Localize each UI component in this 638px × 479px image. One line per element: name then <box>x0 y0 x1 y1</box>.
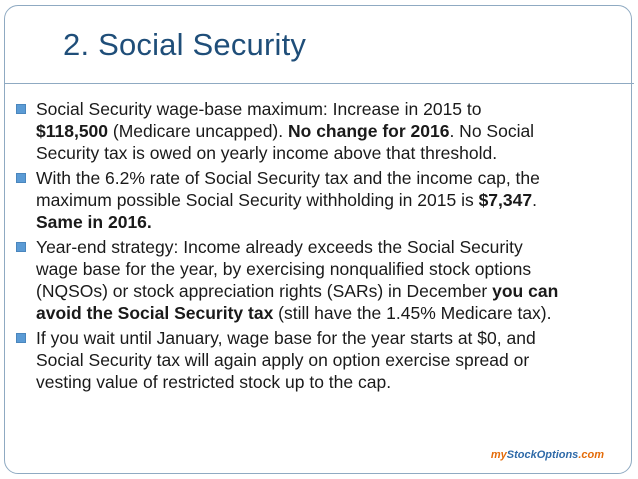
bullet-text: Social Security tax will again apply on option exercise spread or <box>36 350 530 370</box>
bullet-text: . <box>532 190 537 210</box>
bullet-text-bold: you can <box>492 281 559 301</box>
bullet-square-icon <box>16 333 26 343</box>
title-divider <box>4 83 634 84</box>
bullet-line <box>36 371 623 393</box>
bullet-line <box>36 258 623 280</box>
bullet-line <box>36 236 623 258</box>
bullet-line <box>36 167 623 189</box>
bullet-line <box>36 302 623 324</box>
bullet-line <box>36 327 623 349</box>
bullet-text-bold: $118,500 <box>36 121 109 141</box>
bullet-text: Security tax is owed on yearly income above that threshold. <box>36 143 498 163</box>
bullet-square-icon <box>16 173 26 183</box>
bullet-item <box>13 327 623 393</box>
bullet-line <box>36 280 623 302</box>
bullet-text-bold: No change for 2016 <box>288 121 450 141</box>
bullet-item <box>13 167 623 233</box>
bullet-text: Social Security wage-base maximum: Increase in 2015 to <box>36 99 482 119</box>
mystockoptions-logo <box>491 449 604 461</box>
bullet-text-bold: Same in 2016. <box>36 212 152 232</box>
bullet-text: wage base for the year, by exercising nonqualified stock options <box>36 259 532 279</box>
bullet-text: Year-end strategy: Income already exceeds the Social Security <box>36 237 523 257</box>
bullet-text: If you wait until January, wage base for the year starts at $0, and <box>36 328 536 348</box>
bullet-line <box>36 211 623 233</box>
bullet-item <box>13 236 623 324</box>
bullet-line <box>36 142 623 164</box>
logo-my: my <box>490 449 507 461</box>
bullet-item <box>13 98 623 164</box>
bullet-text: vesting value of restricted stock up to the cap. <box>36 372 392 392</box>
bullet-text-bold: avoid the Social Security tax <box>36 303 274 323</box>
bullet-text: (still have the 1.45% Medicare tax). <box>273 303 552 323</box>
bullet-line <box>36 189 623 211</box>
bullet-text: maximum possible Social Security withholding in 2015 is <box>36 190 479 210</box>
bullet-text-bold: $7,347 <box>478 190 533 210</box>
bullet-text: (NQSOs) or stock appreciation rights (SARs) in December <box>36 281 493 301</box>
bullet-line <box>36 349 623 371</box>
bullet-text: . No Social <box>449 121 535 141</box>
bullet-line <box>36 120 623 142</box>
bullet-line <box>36 98 623 120</box>
bullet-text: With the 6.2% rate of Social Security tax and the income cap, the <box>36 168 540 188</box>
slide-title: 2. Social Security <box>63 27 307 62</box>
bullet-square-icon <box>16 242 26 252</box>
bullet-list <box>13 98 623 396</box>
bullet-square-icon <box>16 104 26 114</box>
logo-brand: StockOptions <box>506 449 579 461</box>
logo-tld: .com <box>578 449 604 461</box>
bullet-text: (Medicare uncapped). <box>108 121 288 141</box>
